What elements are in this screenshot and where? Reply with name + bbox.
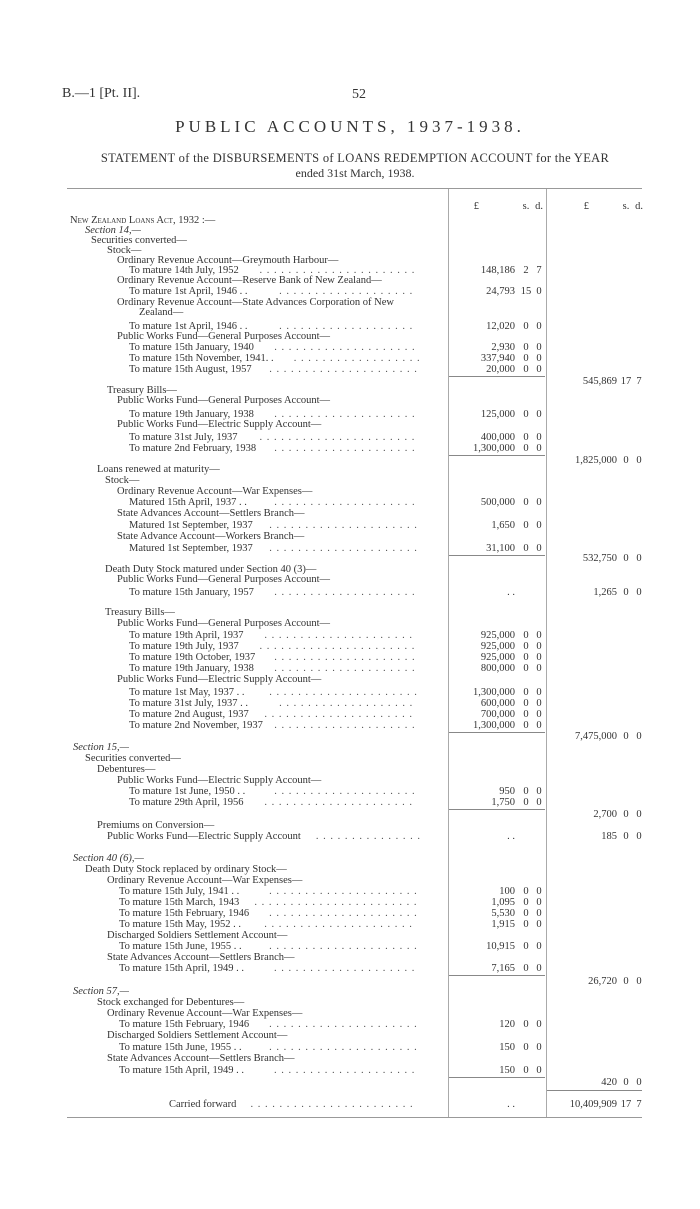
pence-col1: 0: [536, 941, 542, 952]
subtotal-rule: [449, 555, 545, 556]
shillings-col1: 0: [523, 663, 529, 674]
pence-col1: 0: [536, 652, 542, 663]
pence-col1: 0: [536, 687, 542, 698]
row-label: Debentures—: [97, 764, 156, 775]
row-label: Carried forward: [169, 1099, 237, 1110]
amount-col1: 1,095: [491, 897, 515, 908]
amount-col1: 925,000: [480, 641, 515, 652]
row-label: Public Works Fund—General Purposes Account—: [117, 574, 331, 585]
amount-col1: 925,000: [480, 652, 515, 663]
amount-col1: 24,793: [486, 286, 515, 297]
leader-dots: . . . . . . . . . . . . . . . . . . . .: [274, 963, 416, 974]
leader-dots: . . . . . . . . . . . . . . . . . . . . .: [269, 1042, 418, 1053]
row-label: To mature 15th February, 1946: [119, 908, 250, 919]
subtotal-rule: [449, 1077, 545, 1078]
row-label: Ordinary Revenue Account—War Expenses—: [117, 486, 313, 497]
pence-col2: 0: [636, 587, 642, 598]
leader-dots: . . . . . . . . . . . . . . . . . . . . .: [269, 1019, 418, 1030]
leader-dots: . . . . . . . . . . . . . . . . . . . . .: [264, 797, 414, 808]
shillings-col1: 0: [523, 321, 529, 332]
amount-col1: 150: [499, 1042, 515, 1053]
amount-col1: . .: [507, 831, 515, 842]
pence-col1: 0: [536, 886, 542, 897]
leader-dots: . . . . . . . . . . . . . . . . . . . .: [274, 652, 416, 663]
pence-col1: 0: [536, 1065, 542, 1076]
leader-dots: . . . . . . . . . . . . . . . . . . . .: [274, 663, 416, 674]
row-label: To mature 2nd November, 1937: [129, 720, 263, 731]
pence-col2: 0: [636, 731, 642, 742]
subtotal-rule: [449, 809, 545, 810]
row-label: To mature 2nd February, 1938: [129, 443, 257, 454]
amount-col1: 1,650: [491, 520, 515, 531]
row-label: To mature 15th June, 1955 . .: [119, 1042, 242, 1053]
row-label: To mature 2nd August, 1937: [129, 709, 249, 720]
pence-col1: 0: [536, 286, 542, 297]
leader-dots: . . . . . . . . . . . . . . . . . . .: [279, 321, 414, 332]
pence-col1: 0: [536, 720, 542, 731]
leader-dots: . . . . . . . . . . . . . . .: [315, 831, 422, 842]
amount-col1: 100: [499, 886, 515, 897]
shillings-col1: 0: [523, 652, 529, 663]
leader-dots: . . . . . . . . . . . . . . . . . . . . .: [269, 886, 418, 897]
pence-col1: 0: [536, 443, 542, 454]
row-label: Ordinary Revenue Account—War Expenses—: [107, 875, 303, 886]
row-label: To mature 15th April, 1949 . .: [119, 1065, 244, 1076]
amount-col1: 1,300,000: [473, 443, 515, 454]
amount-col1: 31,100: [486, 543, 515, 554]
amount-col2: 2,700: [593, 809, 617, 820]
row-label: To mature 1st April, 1946 . .: [129, 321, 248, 332]
pence-col1: 0: [536, 630, 542, 641]
row-label: To mature 15th August, 1957: [129, 364, 252, 375]
shillings-col1: 0: [523, 941, 529, 952]
shillings-col1: 0: [523, 963, 529, 974]
leader-dots: . . . . . . . . . . . . . . . . . . . .: [274, 497, 416, 508]
row-label: Public Works Fund—Electric Supply Account—: [117, 775, 322, 786]
total-rule: [547, 1090, 642, 1091]
row-label: To mature 15th February, 1946: [119, 1019, 250, 1030]
col-header-shillings-2: s.: [622, 201, 630, 212]
column-divider: [546, 189, 547, 1117]
col-header-pence-2: d.: [635, 201, 643, 212]
amount-col1: 950: [499, 786, 515, 797]
leader-dots: . . . . . . . . . . . . . . . . . . . . .: [269, 364, 418, 375]
row-label: To mature 1st May, 1937 . .: [129, 687, 245, 698]
shillings-col1: 0: [523, 630, 529, 641]
row-label: Matured 1st September, 1937: [129, 543, 253, 554]
row-label: State Advances Account—Settlers Branch—: [107, 1053, 295, 1064]
subtotal-rule: [449, 975, 545, 976]
row-label: Ordinary Revenue Account—Reserve Bank of New Zealand—: [117, 275, 382, 286]
row-label: Death Duty Stock replaced by ordinary Stock—: [85, 864, 287, 875]
row-label: To mature 15th January, 1957: [129, 587, 254, 598]
amount-col2: 26,720: [588, 976, 617, 987]
row-label: To mature 19th October, 1937: [129, 652, 256, 663]
shillings-col2: 0: [623, 455, 629, 466]
leader-dots: . . . . . . . . . . . . . . . . . . . .: [274, 443, 416, 454]
shillings-col2: 0: [623, 587, 629, 598]
leader-dots: . . . . . . . . . . . . . . . . . . . .: [274, 786, 416, 797]
pence-col1: 0: [536, 432, 542, 443]
amount-col1: 500,000: [480, 497, 515, 508]
shillings-col1: 0: [523, 641, 529, 652]
pence-col2: 0: [636, 1077, 642, 1088]
amount-col1: 400,000: [480, 432, 515, 443]
pence-col1: 0: [536, 353, 542, 364]
pence-col2: 0: [636, 976, 642, 987]
row-label: Securities converted—: [85, 753, 181, 764]
amount-col1: 1,750: [491, 797, 515, 808]
row-label: Stock exchanged for Debentures—: [97, 997, 245, 1008]
pence-col1: 0: [536, 342, 542, 353]
leader-dots: . . . . . . . . . . . . . . . . . . . . .: [269, 520, 418, 531]
row-label: Public Works Fund—General Purposes Account—: [117, 395, 331, 406]
row-label: Section 40 (6),—: [73, 853, 144, 864]
leader-dots: . . . . . . . . . . . . . . . . . . . . .: [269, 908, 418, 919]
amount-col1: 5,530: [491, 908, 515, 919]
row-label: To mature 15th March, 1943: [119, 897, 240, 908]
row-label: Stock—: [105, 475, 140, 486]
shillings-col1: 2: [523, 265, 529, 276]
pence-col1: 0: [536, 908, 542, 919]
shillings-col1: 15: [520, 286, 532, 297]
row-label: Ordinary Revenue Account—State Advances Corporation of New: [117, 297, 395, 308]
leader-dots: . . . . . . . . . . . . . . . . . . . . . .: [259, 432, 416, 443]
pence-col1: 0: [536, 1019, 542, 1030]
row-label: Stock—: [107, 245, 142, 256]
amount-col2: 1,265: [593, 587, 617, 598]
amount-col2: 185: [601, 831, 617, 842]
col-header-pounds-2: £: [583, 201, 589, 212]
row-label: To mature 19th January, 1938: [129, 663, 254, 674]
pence-col1: 7: [536, 265, 542, 276]
col-header-pence-1: d.: [535, 201, 543, 212]
row-label: To mature 15th May, 1952 . .: [119, 919, 241, 930]
leader-dots: . . . . . . . . . . . . . . . . . . . .: [274, 342, 416, 353]
amount-col2: 420: [601, 1077, 617, 1088]
amount-col1: . .: [507, 1099, 515, 1110]
amount-col1: 800,000: [480, 663, 515, 674]
pence-col1: 0: [536, 709, 542, 720]
col-header-shillings-1: s.: [522, 201, 530, 212]
shillings-col1: 0: [523, 1019, 529, 1030]
row-label: To mature 19th January, 1938: [129, 409, 254, 420]
amount-col1: 1,915: [491, 919, 515, 930]
shillings-col1: 0: [523, 432, 529, 443]
row-label: Public Works Fund—Electric Supply Account—: [117, 419, 322, 430]
row-label: Section 57,—: [73, 986, 129, 997]
amount-col1: 10,915: [486, 941, 515, 952]
leader-dots: . . . . . . . . . . . . . . . . . . . . . . .: [254, 897, 418, 908]
amount-col1: 2,930: [491, 342, 515, 353]
shillings-col1: 0: [523, 497, 529, 508]
pence-col1: 0: [536, 963, 542, 974]
shillings-col1: 0: [523, 709, 529, 720]
pence-col1: 0: [536, 698, 542, 709]
row-label: To mature 31st July, 1937 . .: [129, 698, 249, 709]
leader-dots: . . . . . . . . . . . . . . . . . . . . . .: [259, 641, 416, 652]
shillings-col2: 17: [620, 376, 632, 387]
amount-col1: 150: [499, 1065, 515, 1076]
pence-col1: 0: [536, 786, 542, 797]
subtotal-rule: [449, 376, 545, 377]
shillings-col2: 0: [623, 809, 629, 820]
leader-dots: . . . . . . . . . . . . . . . . . . .: [279, 698, 414, 709]
amount-col1: 20,000: [486, 364, 515, 375]
pence-col1: 0: [536, 321, 542, 332]
row-label: Public Works Fund—General Purposes Account—: [117, 618, 331, 629]
page-title: PUBLIC ACCOUNTS, 1937-1938.: [175, 117, 525, 136]
pence-col2: 0: [636, 831, 642, 842]
row-label: Ordinary Revenue Account—War Expenses—: [107, 1008, 303, 1019]
leader-dots: . . . . . . . . . . . . . . . . . . . .: [274, 587, 416, 598]
amount-col1: 12,020: [486, 321, 515, 332]
row-label: Section 14,—: [85, 225, 141, 236]
shillings-col1: 0: [523, 698, 529, 709]
amount-col1: 925,000: [480, 630, 515, 641]
col-header-pounds-1: £: [473, 201, 479, 212]
amount-col2: 545,869: [582, 376, 617, 387]
pence-col1: 0: [536, 797, 542, 808]
row-label: Securities converted—: [91, 235, 187, 246]
row-label: Treasury Bills—: [105, 607, 175, 618]
leader-dots: . . . . . . . . . . . . . . . . . . . .: [274, 1065, 416, 1076]
row-label: Discharged Soldiers Settlement Account—: [107, 930, 288, 941]
shillings-col1: 0: [523, 886, 529, 897]
row-label: Premiums on Conversion—: [97, 820, 215, 831]
row-label: Public Works Fund—Electric Supply Account: [107, 831, 301, 842]
pence-col2: 7: [636, 376, 642, 387]
row-label: Death Duty Stock matured under Section 40 (3)—: [105, 564, 317, 575]
leader-dots: . . . . . . . . . . . . . . . . . . . . . .: [259, 265, 416, 276]
pence-col2: 0: [636, 553, 642, 564]
leader-dots: . . . . . . . . . . . . . . . . . . . . .: [264, 919, 413, 930]
row-label: Public Works Fund—General Purposes Account—: [117, 331, 331, 342]
row-label: To mature 1st April, 1946 . .: [129, 286, 248, 297]
row-label: To mature 15th January, 1940: [129, 342, 254, 353]
amount-col1: 125,000: [480, 409, 515, 420]
shillings-col1: 0: [523, 409, 529, 420]
shillings-col2: 0: [623, 553, 629, 564]
leader-dots: . . . . . . . . . . . . . . . . . . . . .: [269, 941, 418, 952]
pence-col1: 0: [536, 520, 542, 531]
subtotal-rule: [449, 732, 545, 733]
page-reference: B.—1 [Pt. II].: [62, 86, 141, 101]
shillings-col2: 0: [623, 731, 629, 742]
row-label: Matured 1st September, 1937: [129, 520, 253, 531]
subtotal-rule: [449, 455, 545, 456]
row-label: To mature 1st June, 1950 . .: [129, 786, 246, 797]
statement-subheading: ended 31st March, 1938.: [295, 166, 415, 180]
row-label: To mature 29th April, 1956: [129, 797, 244, 808]
row-label: To mature 15th June, 1955 . .: [119, 941, 242, 952]
row-label: State Advances Account—Settlers Branch—: [117, 508, 305, 519]
row-label: State Advances Account—Settlers Branch—: [107, 952, 295, 963]
amount-col1: 120: [499, 1019, 515, 1030]
row-label: Public Works Fund—Electric Supply Account—: [117, 674, 322, 685]
shillings-col1: 0: [523, 1042, 529, 1053]
row-label: Matured 15th April, 1937 . .: [129, 497, 247, 508]
shillings-col1: 0: [523, 443, 529, 454]
row-label: To mature 19th April, 1937: [129, 630, 244, 641]
disbursements-table: [67, 188, 642, 1118]
row-label: Loans renewed at maturity—: [97, 464, 220, 475]
statement-heading: STATEMENT of the DISBURSEMENTS of LOANS REDEMPTION ACCOUNT for the YEAR: [100, 151, 610, 165]
leader-dots: . . . . . . . . . . . . . . . . . . . . . . .: [250, 1099, 414, 1110]
row-label: Discharged Soldiers Settlement Account—: [107, 1030, 288, 1041]
column-divider: [448, 189, 449, 1117]
pence-col1: 0: [536, 497, 542, 508]
row-label: State Advance Account—Workers Branch—: [117, 531, 305, 542]
shillings-col1: 0: [523, 897, 529, 908]
amount-col1: 337,940: [480, 353, 515, 364]
row-label: Treasury Bills—: [107, 385, 177, 396]
pence-col2: 7: [636, 1099, 642, 1110]
shillings-col2: 0: [623, 1077, 629, 1088]
amount-col2: 1,825,000: [575, 455, 617, 466]
shillings-col1: 0: [523, 687, 529, 698]
leader-dots: . . . . . . . . . . . . . . . . . . . .: [274, 409, 416, 420]
shillings-col1: 0: [523, 1065, 529, 1076]
amount-col2: 7,475,000: [575, 731, 617, 742]
shillings-col1: 0: [523, 908, 529, 919]
pence-col1: 0: [536, 897, 542, 908]
leader-dots: . . . . . . . . . . . . . . . . . . . . .: [264, 709, 414, 720]
amount-col1: 148,186: [480, 265, 515, 276]
leader-dots: . . . . . . . . . . . . . . . . . .: [293, 353, 421, 364]
shillings-col1: 0: [523, 543, 529, 554]
shillings-col2: 17: [620, 1099, 632, 1110]
pence-col1: 0: [536, 364, 542, 375]
pence-col1: 0: [536, 663, 542, 674]
amount-col1: . .: [507, 587, 515, 598]
pence-col1: 0: [536, 543, 542, 554]
row-label: Zealand—: [139, 307, 184, 318]
leader-dots: . . . . . . . . . . . . . . . . . . .: [279, 286, 414, 297]
shillings-col2: 0: [623, 976, 629, 987]
shillings-col1: 0: [523, 797, 529, 808]
pence-col1: 0: [536, 919, 542, 930]
shillings-col1: 0: [523, 520, 529, 531]
row-label: To mature 15th November, 1941. .: [129, 353, 274, 364]
page-number: 52: [352, 87, 366, 102]
shillings-col1: 0: [523, 353, 529, 364]
leader-dots: . . . . . . . . . . . . . . . . . . . .: [274, 720, 416, 731]
shillings-col1: 0: [523, 364, 529, 375]
shillings-col1: 0: [523, 342, 529, 353]
row-label: New Zealand Loans Act, 1932 :—: [70, 215, 216, 226]
shillings-col2: 0: [623, 831, 629, 842]
shillings-col1: 0: [523, 786, 529, 797]
pence-col2: 0: [636, 809, 642, 820]
amount-col1: 1,300,000: [473, 720, 515, 731]
row-label: To mature 14th July, 1952: [129, 265, 239, 276]
row-label: To mature 19th July, 1937: [129, 641, 239, 652]
row-label: Ordinary Revenue Account—Greymouth Harbour—: [117, 255, 339, 266]
row-label: To mature 15th July, 1941 . .: [119, 886, 240, 897]
amount-col1: 600,000: [480, 698, 515, 709]
amount-col1: 1,300,000: [473, 687, 515, 698]
pence-col2: 0: [636, 455, 642, 466]
pence-col1: 0: [536, 409, 542, 420]
shillings-col1: 0: [523, 720, 529, 731]
row-label: Section 15,—: [73, 742, 129, 753]
amount-col1: 7,165: [491, 963, 515, 974]
amount-col2: 532,750: [582, 553, 617, 564]
leader-dots: . . . . . . . . . . . . . . . . . . . . .: [269, 543, 418, 554]
amount-col2: 10,409,909: [569, 1099, 617, 1110]
leader-dots: . . . . . . . . . . . . . . . . . . . . .: [269, 687, 418, 698]
pence-col1: 0: [536, 1042, 542, 1053]
pence-col1: 0: [536, 641, 542, 652]
amount-col1: 700,000: [480, 709, 515, 720]
leader-dots: . . . . . . . . . . . . . . . . . . . . .: [264, 630, 414, 641]
shillings-col1: 0: [523, 919, 529, 930]
row-label: To mature 31st July, 1937: [129, 432, 238, 443]
row-label: To mature 15th April, 1949 . .: [119, 963, 244, 974]
